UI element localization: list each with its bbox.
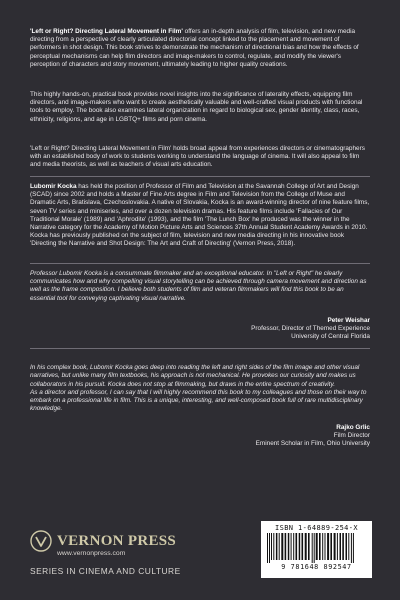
author-bio-text: has held the position of Professor of Film and Television at the Savannah College of Art and Design (SCAD) since 2002 and holds a Master of Fine Arts degree in Film and Television from the College of Muse and Dramatic Arts, Bratislava, Czechoslovakia. A native of Slovakia, Kocka is an award-winning director of nine feature films, seven TV series and miniseries, and over a dozen television dramas. His feature films include 'Fallacies of Our Traditional Morale' (1989) and 'Aphrodite' (1993), and the film 'The Lunch Box' he produced was the winner in the Narrative category for the Academy of Motion Picture Arts and Sciences 37th Annual Student Academy Awards in 2010. Kocka has previously published on the subject of film, television and new media directing in his innovative book 'Directing the Narrative and Shot Design: The Art and Craft of Directing' (Vernon Press, 2018). — [30, 183, 370, 248]
vernon-press-logo-icon — [30, 530, 52, 552]
description-paragraph-3 — [30, 145, 370, 170]
description-text-3: 'Left or Right? Directing Lateral Movement in Film' holds broad appeal from experiences directors or cinematographers with an established body of work to students working to understand the language of cinema. It will also appeal to film and media theorists, as well as teachers of visual arts education. — [30, 145, 365, 169]
description-text-2: This highly hands-on, practical book provides novel insights into the significance of laterality effects, equipping film directors, and image-makers who want to create aesthetically valuable and well-crafted visual products with functional tools to employ. The book also examines lateral organization in regard to biological sex, gender identity, class, races, ethnicity, religions, and age in LGBTQ+ films and porn cinema. — [30, 91, 363, 123]
reviewer-role: Professor, Director of Themed Experience — [251, 325, 370, 333]
barcode-digits: 9 781648 892547 — [281, 563, 352, 571]
author-name: Lubomir Kocka — [30, 183, 77, 190]
review-2-quote — [30, 356, 370, 422]
reviewer-role: Film Director — [333, 432, 370, 440]
author-bio — [30, 183, 370, 249]
divider-1 — [30, 176, 370, 177]
review-1-quote — [30, 270, 370, 303]
book-title-inline: 'Left or Right? Directing Lateral Movement in Film' — [30, 28, 183, 35]
reviewer-name: Rajko Grlic — [336, 424, 370, 431]
publisher-url: www.vernonpress.com — [57, 550, 126, 557]
reviewer-org: Eminent Scholar in Film, Ohio University — [255, 440, 370, 448]
reviewer-name: Peter Weishar — [327, 317, 370, 324]
barcode-bars — [266, 533, 367, 563]
review-1-attribution — [110, 317, 370, 342]
reviewer-org: University of Central Florida — [291, 333, 370, 341]
isbn-label: ISBN 1-64889-254-X — [274, 524, 359, 532]
description-paragraph-1 — [30, 28, 370, 69]
review-quote-text: Professor Lubomir Kocka is a consummate filmmaker and an exceptional educator. In "Left or Right" he clearly communicates how and why compelling visual storytelling can be achieved through camera movement and direction as well as the frame composition. I believe both students of film and veteran filmmakers will find this book to be an essential tool for conveying captivating visual narrative. — [30, 270, 367, 302]
review-quote-text: In his complex book, Lubomir Kocka goes deep into reading the left and right sides of the film image and other visual narratives, but unlike many film textbooks, his approach is not mechanical. He provokes our curiosity and makes us collaborators in his pursuit. Kocka does not stop at filmmaking, but draws in the entire spectrum of creativity. As a director and professor, I can say that I will highly recommend this book to my colleagues and those on their way to embark on a professional life in film. This is a unique, interesting, and well-composed book full of rare multidisciplinary knowledge. — [30, 364, 367, 413]
series-name: SERIES IN CINEMA AND CULTURE — [30, 566, 181, 576]
publisher-block — [30, 530, 230, 576]
publisher-name: VERNON PRESS — [57, 532, 177, 549]
description-paragraph-2 — [30, 91, 370, 124]
review-2-attribution — [110, 424, 370, 449]
isbn-barcode — [261, 521, 372, 578]
description-text-1: offers an in-depth analysis of film, television, and new media directing from a perspective of clearly articulated directorial concept linked to the placement and movement of performers in shot design. This book strives to demonstrate the mechanism of directional bias and how the effects of perceptual mechanisms can help film directors and image-makers to control, regulate, and modify the viewer's perception of characters and story movement, ultimately leading to higher quality creations. — [30, 28, 359, 68]
divider-3 — [30, 348, 370, 349]
divider-2 — [30, 263, 370, 264]
